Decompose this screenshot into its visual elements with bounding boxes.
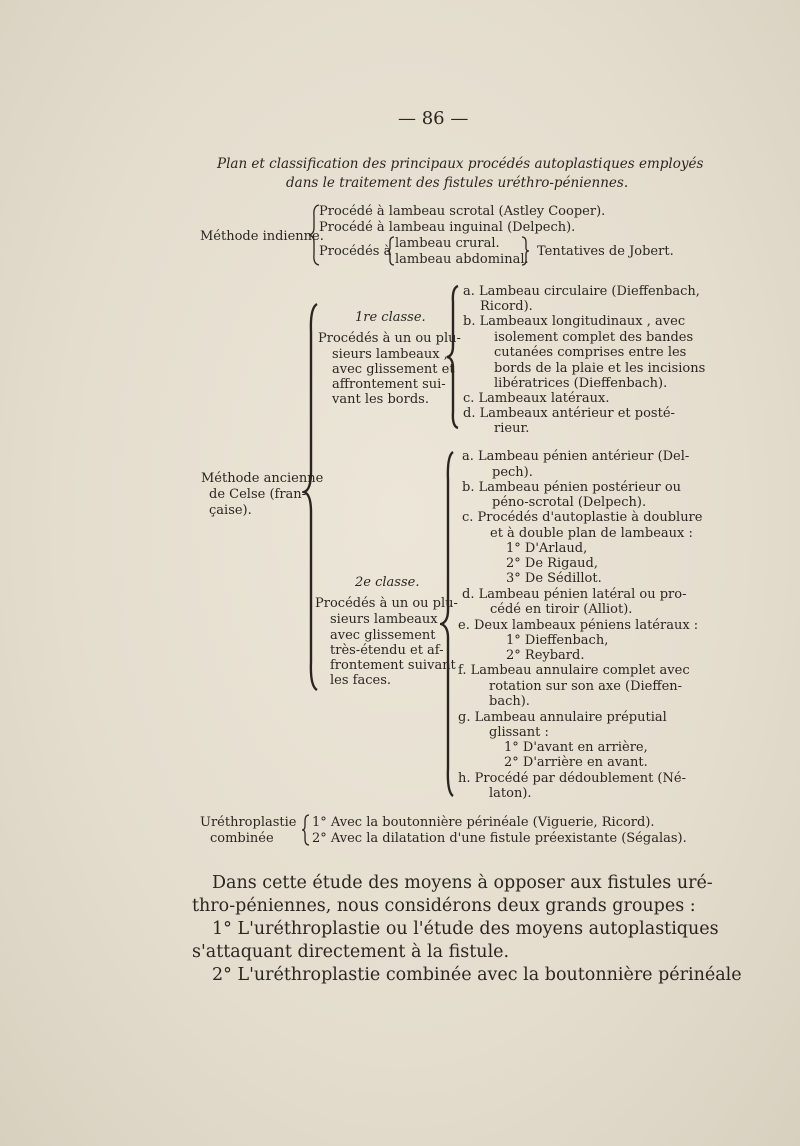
classe2-item-11: cédé en tiroir (Alliot). <box>490 602 633 617</box>
brace-tentatives <box>521 236 530 266</box>
classe2-item-13: 1° Dieffenbach, <box>506 633 609 648</box>
classe1-item-10: rieur. <box>494 421 530 436</box>
indienne-item-2: Procédé à lambeau inguinal (Delpech). <box>319 220 576 235</box>
classe1-desc-5: vant les bords. <box>332 392 429 407</box>
urethro-item-2: 2° Avec la dilatation d'une fistule préexistante (Ségalas). <box>312 831 687 846</box>
classe2-item-21: 2° D'arrière en avant. <box>504 755 648 770</box>
classe2-item-14: 2° Reybard. <box>506 648 585 663</box>
brace-urethro <box>301 814 311 846</box>
classe2-item-18: g. Lambeau annulaire préputial <box>458 710 667 725</box>
classe2-title <box>355 575 419 590</box>
classe2-item-20: 1° D'avant en arrière, <box>504 740 648 755</box>
classe2-item-15: f. Lambeau annulaire complet avec <box>458 663 690 678</box>
classe1-desc-2: sieurs lambeaux , <box>332 347 448 362</box>
urethro-item-1: 1° Avec la boutonnière périnéale (Viguerie, Ricord). <box>312 815 655 830</box>
brace-classe2 <box>440 450 456 798</box>
classe1-title-text: 1re classe. <box>355 310 426 325</box>
methode-ancienne-label-1: Méthode ancienne <box>201 471 324 486</box>
classe1-desc-1: Procédés à un ou plu- <box>318 331 461 346</box>
classe2-desc-1: Procédés à un ou plu- <box>315 596 458 611</box>
body-line-2: thro-péniennes, nous considérons deux grands groupes : <box>192 896 696 916</box>
classe1-desc-4: affrontement sui- <box>332 377 446 392</box>
classe1-desc-3: avec glissement et <box>332 362 455 377</box>
classe2-desc-2: sieurs lambeaux , <box>330 612 446 627</box>
classe1-item-4: isolement complet des bandes <box>494 330 694 345</box>
methode-ancienne-label-3: çaise). <box>209 503 252 518</box>
classe1-item-8: c. Lambeaux latéraux. <box>463 391 610 406</box>
classe1-item-1: a. Lambeau circulaire (Dieffenbach, <box>463 284 700 299</box>
classe2-item-4: péno-scrotal (Delpech). <box>492 495 647 510</box>
classe2-desc-6: les faces. <box>330 673 391 688</box>
classe2-item-7: 1° D'Arlaud, <box>506 541 588 556</box>
body-line-1: Dans cette étude des moyens à opposer aux fistules uré- <box>212 873 713 893</box>
classe1-item-9: d. Lambeaux antérieur et posté- <box>463 406 675 421</box>
body-line-4: s'attaquant directement à la fistule. <box>192 942 510 962</box>
classe2-item-19: glissant : <box>489 725 549 740</box>
classe1-item-6: bords de la plaie et les incisions <box>494 361 706 376</box>
classe2-title-text: 2e classe. <box>355 575 420 590</box>
indienne-procedes-label: Procédés à <box>319 244 392 259</box>
classe1-item-5: cutanées comprises entre les <box>494 345 687 360</box>
classe1-title <box>355 310 426 325</box>
indienne-sub-2: lambeau abdominal. <box>395 252 529 267</box>
urethro-label-2: combinée <box>210 831 274 846</box>
indienne-sub-1: lambeau crural. <box>395 236 500 251</box>
classe2-item-2: pech). <box>492 465 533 480</box>
classe1-item-2: Ricord). <box>480 299 533 314</box>
page-number: — 86 — <box>398 108 469 129</box>
classe2-desc-5: frontement suivant <box>330 658 456 673</box>
classe2-item-17: bach). <box>489 694 530 709</box>
classe2-item-6: et à double plan de lambeaux : <box>490 526 693 541</box>
classe2-item-22: h. Procédé par dédoublement (Né- <box>458 771 686 786</box>
classe2-item-8: 2° De Rigaud, <box>506 556 598 571</box>
classe2-item-1: a. Lambeau pénien antérieur (Del- <box>462 449 690 464</box>
classe2-item-3: b. Lambeau pénien postérieur ou <box>462 480 682 495</box>
indienne-item-1: Procédé à lambeau scrotal (Astley Cooper). <box>319 204 606 219</box>
classe2-item-10: d. Lambeau pénien latéral ou pro- <box>462 587 687 602</box>
classe2-item-23: laton). <box>489 786 532 801</box>
indienne-tentatives: Tentatives de Jobert. <box>537 244 674 259</box>
classe2-desc-4: très-étendu et af- <box>330 643 444 658</box>
classe2-item-12: e. Deux lambeaux péniens latéraux : <box>458 618 699 633</box>
body-line-3: 1° L'uréthroplastie ou l'étude des moyens autoplastiques <box>212 919 719 939</box>
brace-ancienne <box>302 302 320 692</box>
classe2-desc-3: avec glissement <box>330 628 436 643</box>
brace-classe1 <box>446 284 460 430</box>
methode-indienne-label: Méthode indienne. <box>200 229 324 244</box>
classe2-item-9: 3° De Sédillot. <box>506 571 602 586</box>
classe2-item-16: rotation sur son axe (Dieffen- <box>489 679 683 694</box>
classe2-item-5: c. Procédés d'autoplastie à doublure <box>462 510 703 525</box>
classe1-item-7: libératrices (Dieffenbach). <box>494 376 668 391</box>
brace-procedes <box>386 236 395 266</box>
body-line-5: 2° L'uréthroplastie combinée avec la boutonnière périnéale <box>212 965 742 985</box>
classe1-item-3: b. Lambeaux longitudinaux , avec <box>463 314 686 329</box>
caption-line-2: dans le traitement des fistules uréthro-péniennes. <box>286 175 629 191</box>
caption-line-1: Plan et classification des principaux procédés autoplastiques employés <box>217 156 704 172</box>
urethro-label-1: Uréthroplastie <box>200 815 297 830</box>
methode-ancienne-label-2: de Celse (fran- <box>209 487 307 502</box>
